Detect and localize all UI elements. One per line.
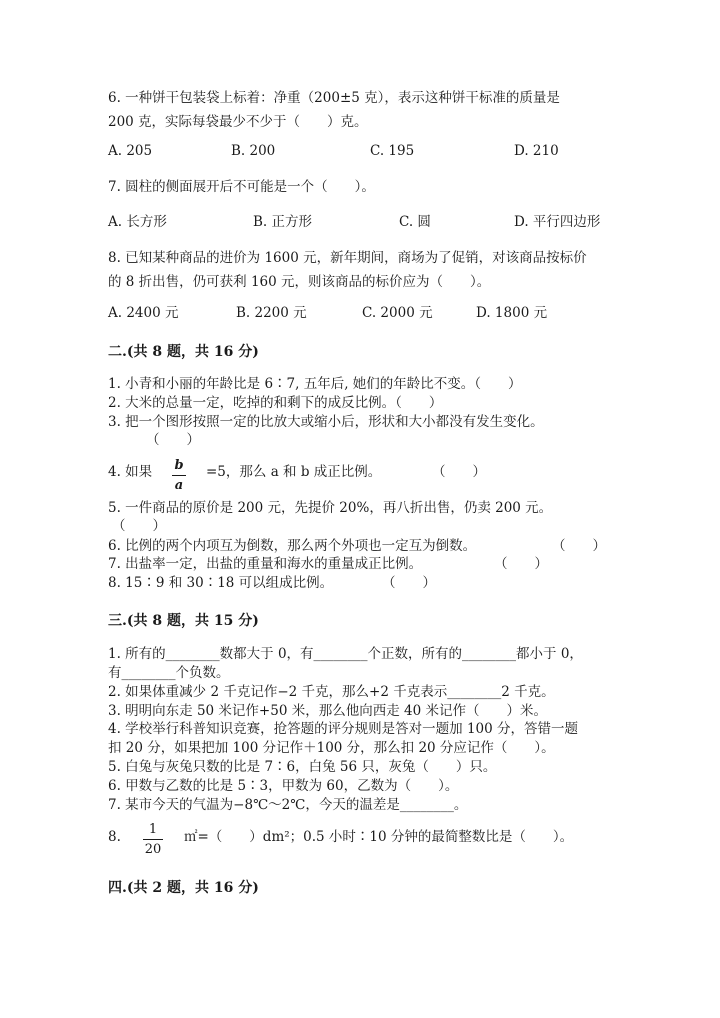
q8-option-c: C. 2000 元 xyxy=(362,305,433,321)
q8-line2: 的 8 折出售，仍可获利 160 元，则该商品的标价应为（ ）。 xyxy=(108,274,491,290)
s3-item-8-prefix: 8. xyxy=(108,829,121,845)
fraction-numerator: b xyxy=(174,458,184,473)
s2-item-4-suffix: =5，那么 a 和 b 成正比例。 xyxy=(206,464,382,480)
s2-item-6-blank: （ ） xyxy=(552,538,606,554)
s3-item-8-suffix: ㎡=（ ）dm²；0.5 小时∶10 分钟的最简整数比是（ ）。 xyxy=(184,829,574,845)
s2-item-5-blank: （ ） xyxy=(112,518,166,534)
fraction-denominator: a xyxy=(174,478,184,493)
s2-item-8-blank: （ ） xyxy=(382,575,436,591)
s3-item-4-line2: 扣 20 分，如果把加 100 分记作＋100 分，那么扣 20 分应记作（ ）。 xyxy=(108,740,555,756)
s2-item-7: 7. 出盐率一定，出盐的重量和海水的重量成正比例。 xyxy=(108,556,423,572)
s2-item-7-blank: （ ） xyxy=(494,556,548,572)
q6-option-c: C. 195 xyxy=(370,143,415,159)
s3-item-7: 7. 某市今天的气温为−8℃～2℃，今天的温差是________。 xyxy=(108,797,468,813)
s2-item-8: 8. 15∶9 和 30∶18 可以组成比例。 xyxy=(108,575,334,591)
fraction-b-over-a xyxy=(172,459,186,492)
q6-option-d: D. 210 xyxy=(514,143,559,159)
q6-line1: 6. 一种饼干包装袋上标着：净重（200±5 克），表示这种饼干标准的质量是 xyxy=(108,90,560,106)
section-4-heading: 四.(共 2 题，共 16 分) xyxy=(108,880,259,896)
s3-item-1-line2: 有________个负数。 xyxy=(108,665,230,681)
s2-item-3-blank: （ ） xyxy=(146,432,200,448)
q7-option-c: C. 圆 xyxy=(399,214,431,230)
fraction-1-over-20 xyxy=(143,823,163,856)
s2-item-2: 2. 大米的总量一定，吃掉的和剩下的成反比例。（ ） xyxy=(108,395,443,411)
q8-option-d: D. 1800 元 xyxy=(476,305,548,321)
s2-item-6: 6. 比例的两个内项互为倒数，那么两个外项也一定互为倒数。 xyxy=(108,538,477,554)
section-2-heading: 二.(共 8 题，共 16 分) xyxy=(108,344,259,360)
q6-option-a: A. 205 xyxy=(108,143,153,159)
s3-item-6: 6. 甲数与乙数的比是 5∶3，甲数为 60，乙数为（ ）。 xyxy=(108,778,459,794)
s2-item-4-prefix: 4. 如果 xyxy=(108,464,153,480)
q7-line1: 7. 圆柱的侧面展开后不可能是一个（ ）。 xyxy=(108,179,375,195)
q8-line1: 8. 已知某种商品的进价为 1600 元，新年期间，商场为了促销，对该商品按标价 xyxy=(108,250,587,266)
q6-line2: 200 克，实际每袋最少不少于（ ）克。 xyxy=(108,114,368,130)
q6-option-b: B. 200 xyxy=(231,143,276,159)
q8-option-a: A. 2400 元 xyxy=(108,305,179,321)
fraction-numerator: 1 xyxy=(148,822,158,837)
s2-item-4-blank: （ ） xyxy=(432,464,486,480)
q7-option-b: B. 正方形 xyxy=(253,214,313,230)
s3-item-5: 5. 白兔与灰兔只数的比是 7∶6，白兔 56 只，灰兔（ ）只。 xyxy=(108,759,497,775)
q8-option-b: B. 2200 元 xyxy=(236,305,307,321)
s2-item-1: 1. 小青和小丽的年龄比是 6∶7, 五年后, 她们的年龄比不变。（ ） xyxy=(108,376,522,392)
s3-item-3: 3. 明明向东走 50 米记作+50 米，那么他向西走 40 米记作（ ）米。 xyxy=(108,703,547,719)
s2-item-3: 3. 把一个图形按照一定的比放大或缩小后，形状和大小都没有发生变化。 xyxy=(108,414,544,430)
fraction-bar xyxy=(143,839,163,840)
fraction-denominator: 20 xyxy=(144,842,162,857)
q7-option-d: D. 平行四边形 xyxy=(514,214,601,230)
s3-item-1-line1: 1. 所有的________数都大于 0，有________个正数，所有的________都小于 0， xyxy=(108,646,583,662)
fraction-bar xyxy=(172,475,186,476)
s3-item-4-line1: 4. 学校举行科普知识竞赛，抢答题的评分规则是答对一题加 100 分，答错一题 xyxy=(108,721,579,737)
s2-item-5: 5. 一件商品的原价是 200 元，先提价 20%，再八折出售，仍卖 200 元。 xyxy=(108,500,553,516)
q7-option-a: A. 长方形 xyxy=(108,214,167,230)
s3-item-2: 2. 如果体重减少 2 千克记作−2 千克，那么+2 千克表示________2 千克。 xyxy=(108,684,555,700)
section-3-heading: 三.(共 8 题，共 15 分) xyxy=(108,613,259,629)
